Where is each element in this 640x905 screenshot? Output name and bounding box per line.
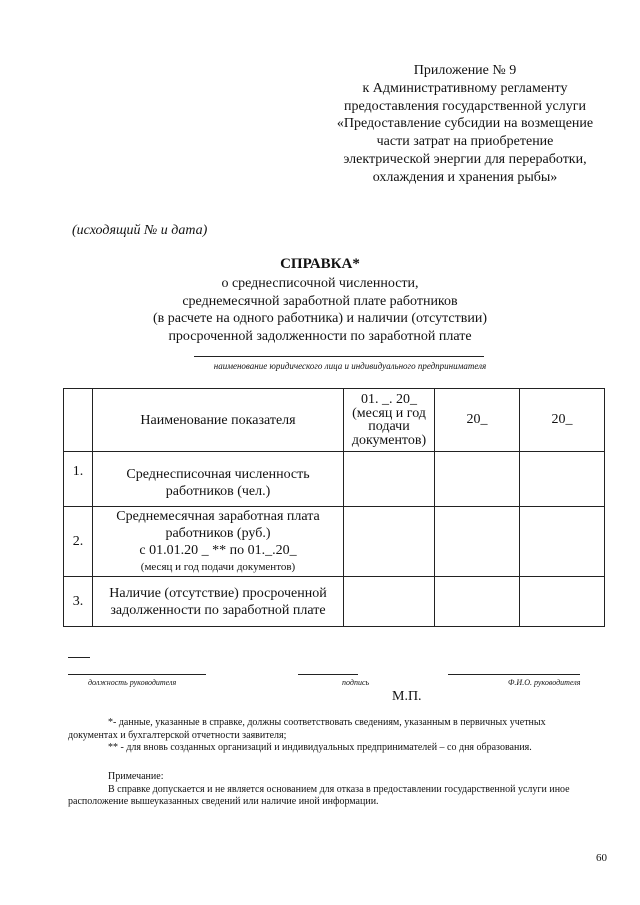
header-first-period: [344, 389, 435, 452]
appendix-line: «Предоставление субсидии на возмещение: [336, 116, 594, 132]
certificate-title: СПРАВКА*: [280, 256, 360, 272]
row-value-cell[interactable]: [435, 452, 520, 507]
table-row: [64, 577, 605, 627]
signature-caption: подпись: [342, 678, 370, 687]
table-header-row: [64, 389, 605, 452]
remark: [68, 771, 608, 809]
subtitle-line: просроченной задолженности по заработной плате: [168, 328, 472, 344]
certificate-subtitle: [100, 275, 540, 345]
stamp-place: М.П.: [392, 689, 422, 704]
row-number: 3.: [64, 577, 93, 627]
row-note: (месяц и год подачи документов): [140, 560, 296, 573]
header-first-line: 01. _. 20_: [361, 392, 417, 407]
subtitle-line: о среднесписочной численности,: [221, 276, 419, 291]
header-first-line: подачи: [368, 419, 410, 434]
remark-text-cont: расположение вышеуказанных сведений или наличие иной информации.: [68, 796, 379, 807]
row-indicator: [93, 452, 344, 507]
header-year-1: 20_: [435, 389, 520, 452]
short-rule: [68, 657, 90, 658]
full-name-caption: Ф.И.О. руководителя: [508, 678, 581, 687]
row-value-cell[interactable]: [344, 452, 435, 507]
appendix-line: к Административному регламенту: [362, 80, 568, 96]
row-line: с 01.01.20 _ ** по 01._.20_: [139, 542, 297, 558]
outgoing-number-label: (исходящий № и дата): [72, 223, 208, 238]
appendix-header: [320, 62, 610, 187]
appendix-line: предоставления государственной услуги: [344, 98, 586, 114]
footnote-1-cont: документах и бухгалтерской отчетности заявителя;: [68, 729, 287, 741]
row-value-cell[interactable]: [520, 452, 605, 507]
row-number: 1.: [64, 452, 93, 507]
footnote-2: ** - для вновь созданных организаций и индивидуальных предпринимателей – со дня образования.: [108, 742, 532, 753]
row-line: Наличие (отсутствие) просроченной: [109, 585, 327, 601]
appendix-line: Приложение № 9: [413, 63, 517, 78]
row-line: работников (чел.): [165, 484, 271, 499]
row-value-cell[interactable]: [520, 577, 605, 627]
table-row: [64, 452, 605, 507]
row-value-cell[interactable]: [435, 507, 520, 577]
remark-text: В справке допускается и не является основанием для отказа в предоставлении государственной услуги иное: [108, 783, 570, 795]
row-line: Среднесписочная численность: [126, 467, 310, 482]
header-year-2: 20_: [520, 389, 605, 452]
row-value-cell[interactable]: [520, 507, 605, 577]
header-num-cell: [64, 389, 93, 452]
indicators-table: [63, 388, 605, 627]
row-value-cell[interactable]: [344, 507, 435, 577]
organization-name-line: [194, 356, 484, 357]
signature-line: [298, 674, 358, 675]
row-value-cell[interactable]: [435, 577, 520, 627]
row-line: Среднемесячная заработная плата: [116, 508, 320, 524]
table-row: [64, 507, 605, 577]
row-indicator: [93, 577, 344, 627]
remark-label: Примечание:: [108, 771, 164, 782]
appendix-line: электрической энергии для переработки,: [343, 151, 587, 167]
position-line: [68, 674, 206, 675]
appendix-line: части затрат на приобретение: [376, 134, 554, 150]
row-number: 2.: [64, 507, 93, 577]
header-first-line: (месяц и год: [352, 405, 426, 421]
subtitle-line: среднемесячной заработной плате работников: [182, 293, 458, 309]
subtitle-line: (в расчете на одного работника) и наличии (отсутствии): [152, 311, 488, 326]
row-indicator: [93, 507, 344, 577]
position-caption: должность руководителя: [88, 678, 177, 687]
appendix-line: охлаждения и хранения рыбы»: [372, 169, 558, 185]
header-first-line: документов): [351, 432, 427, 448]
row-line: работников (руб.): [165, 525, 271, 541]
row-line: задолженности по заработной плате: [110, 602, 326, 618]
organization-name-caption: наименование юридического лица и индивидуального предпринимателя: [213, 361, 487, 371]
header-indicator: Наименование показателя: [93, 389, 344, 452]
footnote-1: *- данные, указанные в справке, должны соответствовать сведениям, указанным в первичных учетных: [108, 717, 546, 728]
footnotes: [68, 717, 608, 755]
page-number: 60: [596, 852, 607, 864]
full-name-line: [448, 674, 580, 675]
row-value-cell[interactable]: [344, 577, 435, 627]
